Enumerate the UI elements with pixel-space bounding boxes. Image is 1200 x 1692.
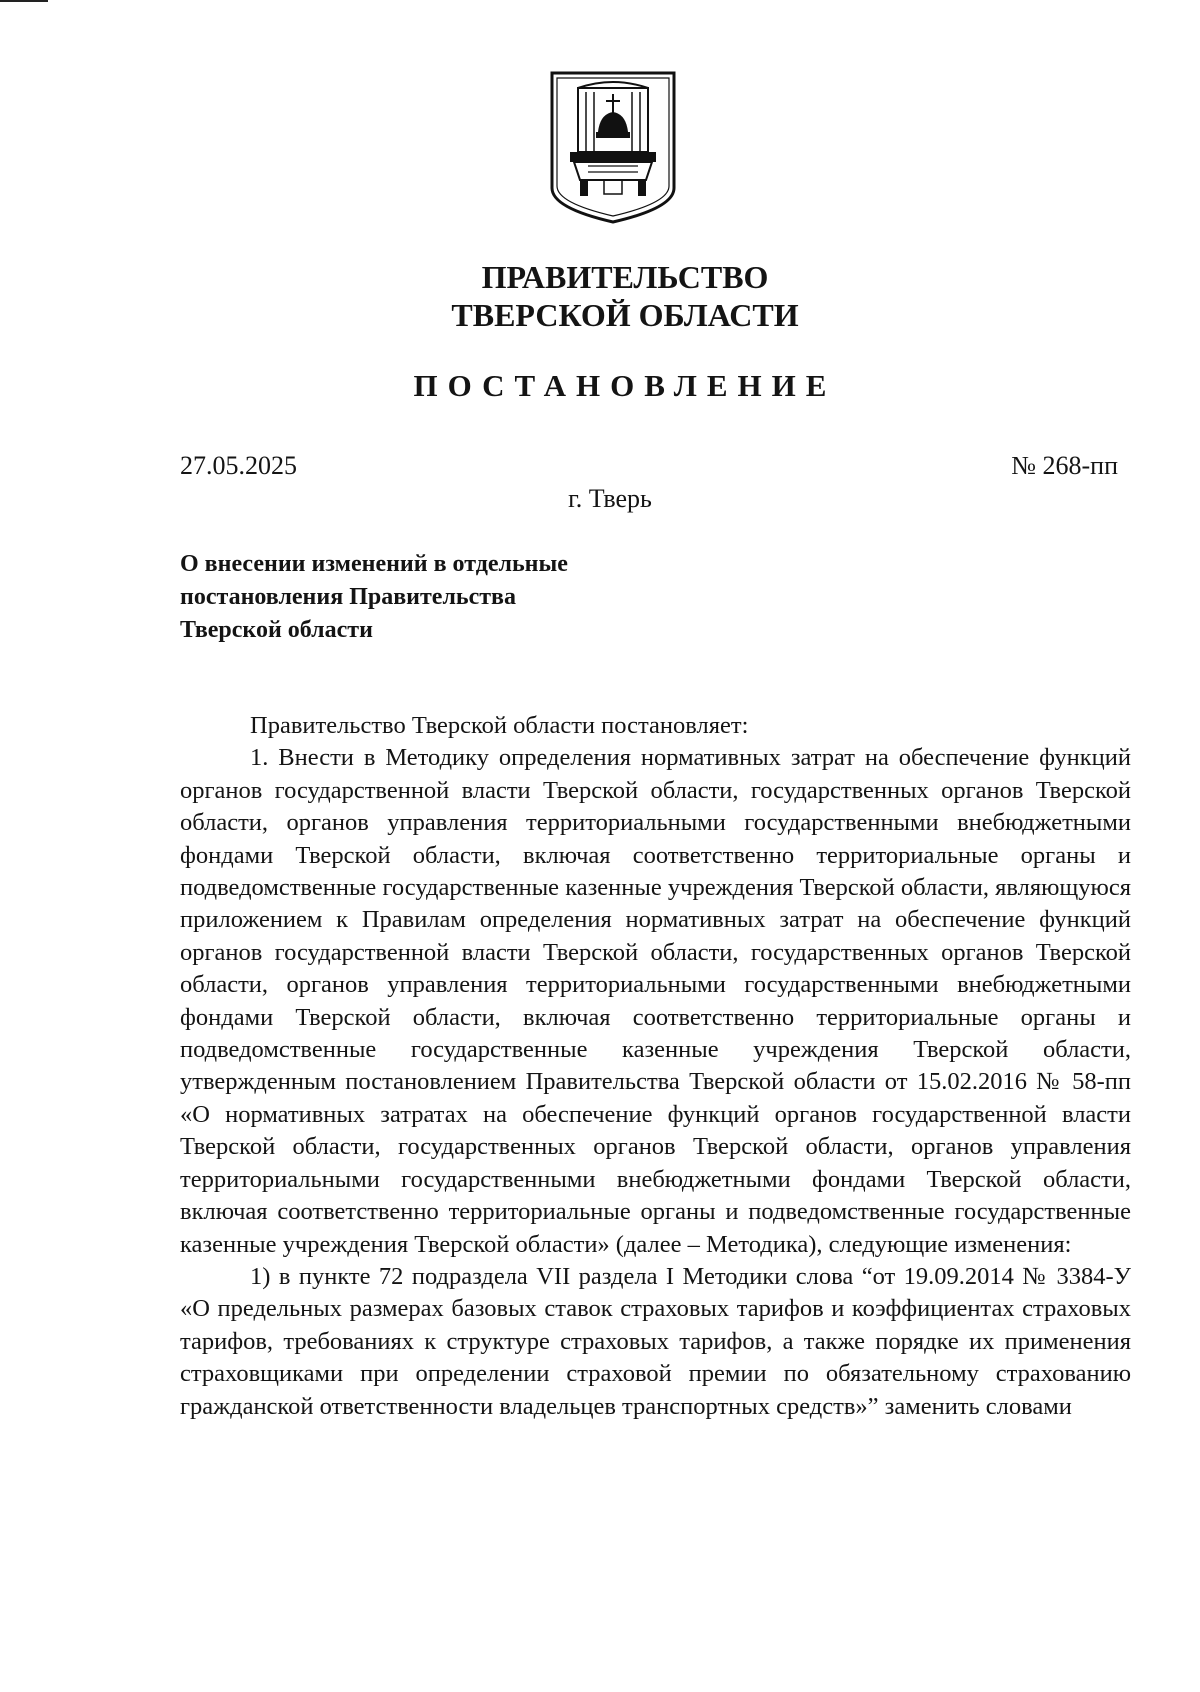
- document-subject: [180, 548, 700, 647]
- subject-line1: О внесении изменений в отдельные: [180, 551, 568, 577]
- body-paragraph-2: 1) в пункте 72 подраздела VII раздела I Методики слова “от 19.09.2014 № 3384-У «О предельных размерах базовых ставок страховых тарифов и коэффициентах страховых тарифов, требованиях к структуре страховых тарифов, а также порядке их применения страховщиками при определении страховой премии по обязательному страхованию гражданской ответственности владельцев транспортных средств»” заменить словами: [180, 1262, 1131, 1420]
- document-body: [180, 710, 1131, 1423]
- document-date: 27.05.2025: [180, 451, 297, 480]
- scan-corner-mark: [0, 0, 48, 2]
- government-title-line2: ТВЕРСКОЙ ОБЛАСТИ: [451, 297, 799, 333]
- subject-line3: Тверской области: [180, 617, 373, 643]
- document-city: г. Тверь: [568, 484, 652, 513]
- body-preamble: Правительство Тверской области постановляет:: [250, 712, 749, 739]
- subject-line2: постановления Правительства: [180, 584, 516, 610]
- body-paragraph-1: 1. Внести в Методику определения нормативных затрат на обеспечение функций органов государственной власти Тверской области, государственных органов Тверской области, органов управления территориальными государственными внебюджетными фондами Тверской области, включая соответственно территориальные органы и подведомственные государственные казенные учреждения Тверской области, являющуюся приложением к Правилам определения нормативных затрат на обеспечение функций органов государственной власти Тверской области, государственных органов Тверской области, органов управления территориальными государственными внебюджетными фондами Тверской области, включая соответственно территориальные органы и подведомственные государственные казенные учреждения Тверской области, утвержденным постановлением Правительства Тверской области от 15.02.2016 № 58-пп «О нормативных затратах на обеспечение функций органов государственной власти Тверской области, государственных органов Тверской области, органов управления территориальными государственными внебюджетными фондами Тверской области, включая соответственно территориальные органы и подведомственные государственные казенные учреждения Тверской области» (далее – Методика), следующие изменения:: [180, 744, 1131, 1258]
- government-title-line1: ПРАВИТЕЛЬСТВО: [481, 259, 769, 295]
- document-number: № 268-пп: [1011, 451, 1118, 480]
- tver-coat-of-arms-icon: [548, 70, 678, 225]
- document-type: ПОСТАНОВЛЕНИЕ: [413, 368, 837, 403]
